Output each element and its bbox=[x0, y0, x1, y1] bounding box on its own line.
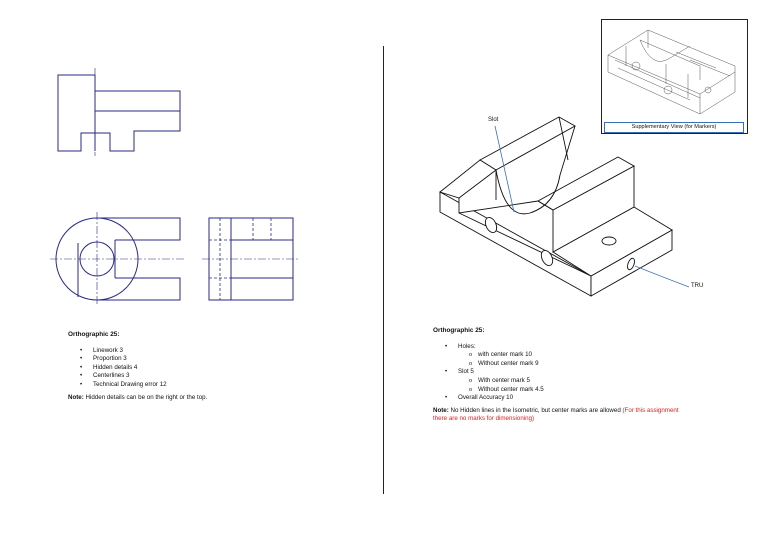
left-note-label: Note: bbox=[68, 393, 84, 401]
right-item-slot: • Slot 5 bbox=[433, 368, 683, 377]
slot-label: Slot bbox=[488, 117, 499, 123]
supplementary-caption: Supplementary View (for Markers) bbox=[604, 122, 744, 133]
right-slot-with-center: o With center mark 5 bbox=[433, 377, 683, 386]
right-note-text: No Hidden lines in the Isometric, but center marks are allowed bbox=[448, 406, 623, 414]
left-item-centerlines: • Centerlines 3 bbox=[68, 372, 368, 381]
right-note-label: Note: bbox=[433, 406, 449, 414]
right-slot-without-center: o Without center mark 4.5 bbox=[433, 386, 683, 395]
tru-label: TRU bbox=[691, 283, 704, 289]
left-heading: Orthographic 25: bbox=[68, 331, 120, 338]
right-holes-with-center: o with center mark 10 bbox=[433, 351, 683, 360]
left-item-hidden-details: • Hidden details 4 bbox=[68, 364, 368, 373]
right-item-holes: • Holes: bbox=[433, 343, 683, 352]
right-rubric bbox=[433, 327, 683, 424]
left-item-technical-error: • Technical Drawing error 12 bbox=[68, 381, 368, 390]
right-note-red: (For this assignment there are no marks for dimensioning) bbox=[433, 406, 679, 423]
right-note bbox=[433, 407, 683, 424]
left-note-text: Hidden details can be on the right or the top. bbox=[83, 393, 208, 401]
right-heading: Orthographic 25: bbox=[433, 327, 485, 334]
right-criteria-list bbox=[433, 343, 683, 403]
right-holes-without-center: o Without center mark 9 bbox=[433, 360, 683, 369]
right-item-overall: • Overall Accuracy 10 bbox=[433, 394, 683, 403]
left-item-linework: • Linework 3 bbox=[68, 347, 368, 356]
tru-arrow bbox=[635, 266, 689, 287]
left-item-proportion: • Proportion 3 bbox=[68, 355, 368, 364]
